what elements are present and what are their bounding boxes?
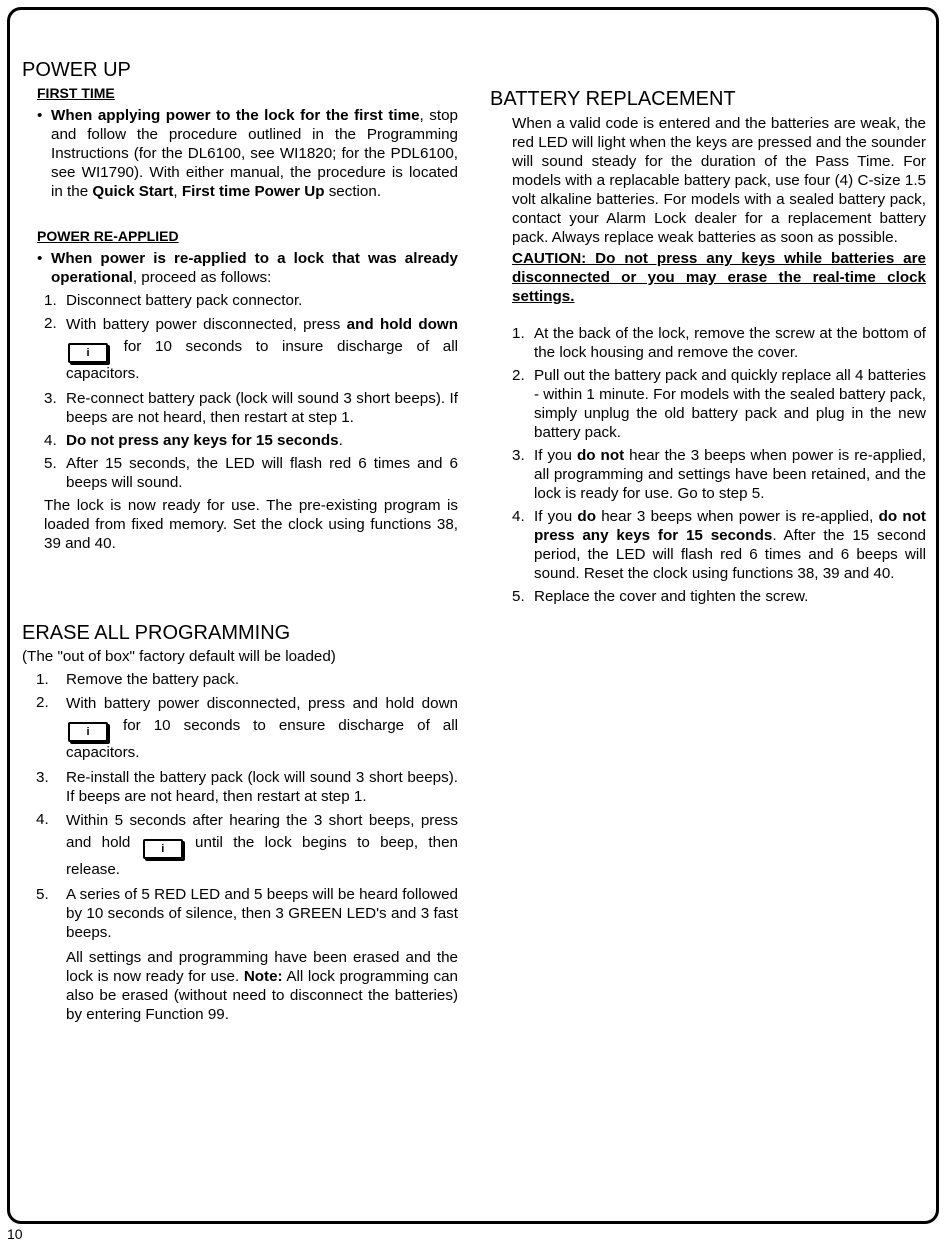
erase-step-5: 5. A series of 5 RED LED and 5 beeps will be heard followed by 10 seconds of silence, then 3 GREEN LED's and 3 fast beeps. [36, 886, 458, 941]
reapplied-bullet [37, 249, 458, 287]
reapplied-closing: The lock is now ready for use. The pre-existing program is loaded from fixed memory. Set the clock using functions 38, 39 and 40. [44, 497, 458, 552]
first-time-text: When applying power to the lock for the first time, stop and follow the procedure outlined in the Programming Instructions (for the DL6100, see WI1820; for the PDL6100, see WI1790). With either manual, the procedure is located in the Quick Start, First time Power Up section. [51, 107, 458, 200]
first-time-bullet [37, 106, 458, 201]
info-key-icon: i [68, 343, 108, 363]
info-key-icon: i [68, 722, 108, 742]
battery-step-5: 5. Replace the cover and tighten the screw. [512, 588, 809, 605]
right-column [490, 87, 926, 606]
erase-step-2: 2. With battery power disconnected, press and hold down i for 10 seconds to ensure discharge of all capacitors. [36, 694, 458, 761]
reapplied-step-5: 5. After 15 seconds, the LED will flash red 6 times and 6 beeps will sound. [44, 455, 458, 491]
reapplied-step-2: 2. With battery power disconnected, press and hold down i for 10 seconds to insure discharge of all capacitors. [44, 315, 458, 382]
reapplied-heading: POWER RE-APPLIED [37, 228, 179, 244]
reapplied-step-1: 1. Disconnect battery pack connector. [44, 292, 303, 309]
erase-section [22, 621, 458, 1024]
battery-step-2: 2. Pull out the battery pack and quickly replace all 4 batteries - within 1 minute. For models with the sealed battery pack, simply unplug the old battery pack and plug in the new battery pack. [512, 367, 926, 441]
battery-step-3: 3. If you do not hear the 3 beeps when power is re-applied, all programming and settings have been retained, and the lock is ready for use. Go to step 5. [512, 447, 927, 502]
erase-step-4: 4. Within 5 seconds after hearing the 3 short beeps, press and hold i until the lock begins to beep, then release. [36, 811, 458, 878]
battery-step-4: 4. If you do hear 3 beeps when power is re-applied, do not press any keys for 15 seconds. After the 15 second period, the LED will flash red 6 times and 6 beeps will sound. Reset the clock using functions 38, 39 and 40. [512, 508, 926, 582]
left-column [22, 58, 458, 1024]
battery-intro: When a valid code is entered and the batteries are weak, the red LED will light when the keys are pressed and the sounder will sound steady for the duration of the Pass Time. For models with a replacable battery pack, use four (4) C-size 1.5 volt alkaline batteries. For models with a sealed battery pack, contact your Alarm Lock dealer for a replacement battery pack. Always replace weak batteries as soon as possible. [512, 115, 926, 246]
power-up-heading: POWER UP [22, 59, 131, 81]
bullet-dot: • [37, 107, 43, 124]
bullet-dot: • [37, 250, 43, 267]
reapplied-step-3: 3. Re-connect battery pack (lock will sound 3 short beeps). If beeps are not heard, then restart at step 1. [44, 390, 458, 426]
page-number: 10 [7, 1226, 23, 1242]
erase-step-3: 3. Re-install the battery pack (lock will sound 3 short beeps). If beeps are not heard, then restart at step 1. [36, 769, 458, 805]
erase-closing: All settings and programming have been erased and the lock is now ready for use. Note: All lock programming can also be erased (without need to disconnect the batteries) by entering Function 99. [66, 949, 458, 1023]
erase-subtitle: (The "out of box" factory default will be loaded) [22, 648, 336, 665]
first-time-heading: FIRST TIME [37, 85, 115, 101]
reapplied-text: When power is re-applied to a lock that was already operational, proceed as follows: [51, 250, 458, 286]
erase-heading: ERASE ALL PROGRAMMING [22, 622, 291, 644]
info-key-icon: i [143, 839, 183, 859]
erase-step-1: 1. Remove the battery pack. [36, 671, 240, 688]
battery-step-1: 1. At the back of the lock, remove the screw at the bottom of the lock housing and remove the cover. [512, 325, 926, 361]
reapplied-step-4: 4. Do not press any keys for 15 seconds. [44, 432, 343, 449]
caution-notice: CAUTION: Do not press any keys while batteries are disconnected or you may erase the real-time clock settings. [512, 250, 926, 305]
battery-heading: BATTERY REPLACEMENT [490, 88, 736, 110]
